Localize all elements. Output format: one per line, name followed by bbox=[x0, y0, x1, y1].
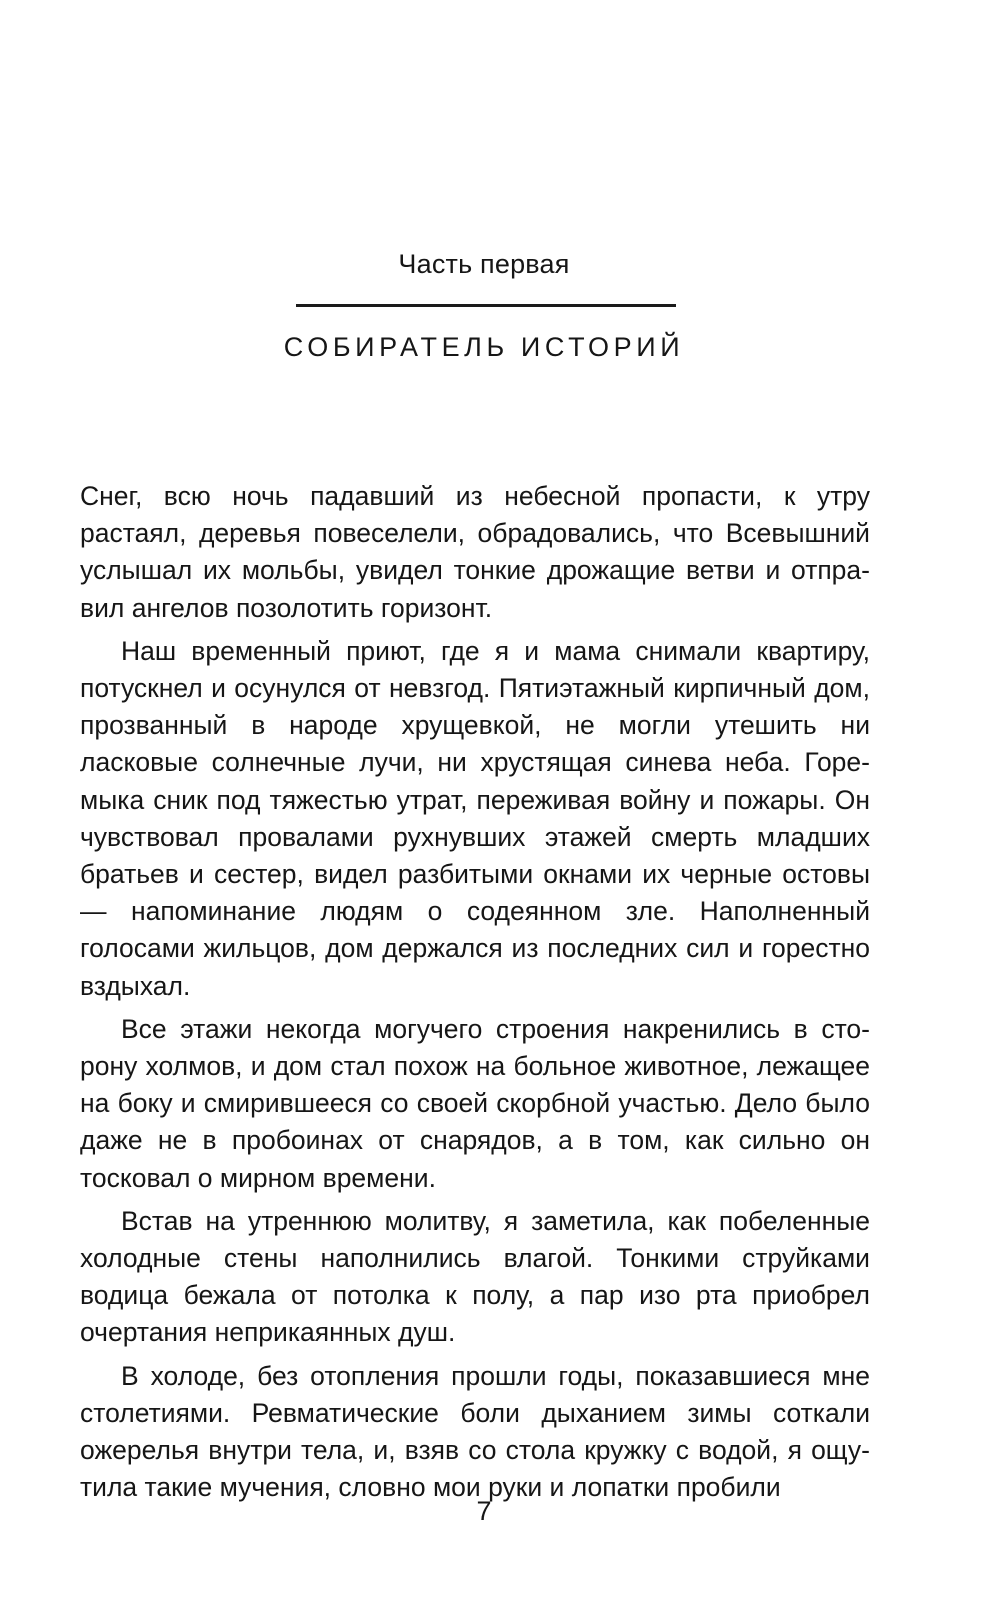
title-divider bbox=[296, 304, 676, 307]
part-label: Часть первая bbox=[398, 249, 570, 279]
body-text bbox=[80, 478, 870, 1512]
paragraph: Снег, всю ночь падавший из небесной пропасти, к утру растаял, деревья повеселели, обрадовались, что Всевышний услышал их мольбы, увидел тонкие дрожащие ветви и отправил ангелов позолотить горизонт. bbox=[80, 481, 870, 623]
page-number: 7 bbox=[476, 1496, 492, 1526]
chapter-title: СОБИРАТЕЛЬ ИСТОРИЙ bbox=[283, 332, 685, 362]
paragraph: Встав на утреннюю молитву, я заметила, как побеленные холодные стены наполнились влагой. Тонкими струйками водица бежала от потолка к полу, а пар изо рта приобрел очертания неприкаянных душ. bbox=[80, 1205, 870, 1348]
paragraph: Наш временный приют, где я и мама снимали квартиру, потускнел и осунулся от невзгод. Пятиэтажный кирпичный дом, прозванный в народе хрущевкой, не могли утешить ни ласковые солнечные лучи, ни хрустящая синева неба. Горемыка сник под тяжестью утрат, переживая войну и пожары. Он чувствовал провалами рухнувших этажей смерть младших братьев и сестер, видел разбитыми окнами их черные остовы — напоминание людям о содеянном зле. Наполненный голосами жильцов, дом держался из последних сил и горестно вздыхал. bbox=[80, 635, 870, 1001]
paragraph: Все этажи некогда могучего строения накренились в сторону холмов, и дом стал похож на больное животное, лежащее на боку и смирившееся со своей скорбной участью. Дело было даже не в пробоинах от снарядов, а в том, как сильно он тосковал о мирном времени. bbox=[80, 1013, 870, 1193]
paragraph: В холоде, без отопления прошли годы, показавшиеся мне столетиями. Ревматические боли дыханием зимы соткали ожерелья внутри тела, и, взяв со стола кружку с водой, я ощутила такие мучения, словно мои руки и лопатки пробили bbox=[80, 1360, 870, 1503]
